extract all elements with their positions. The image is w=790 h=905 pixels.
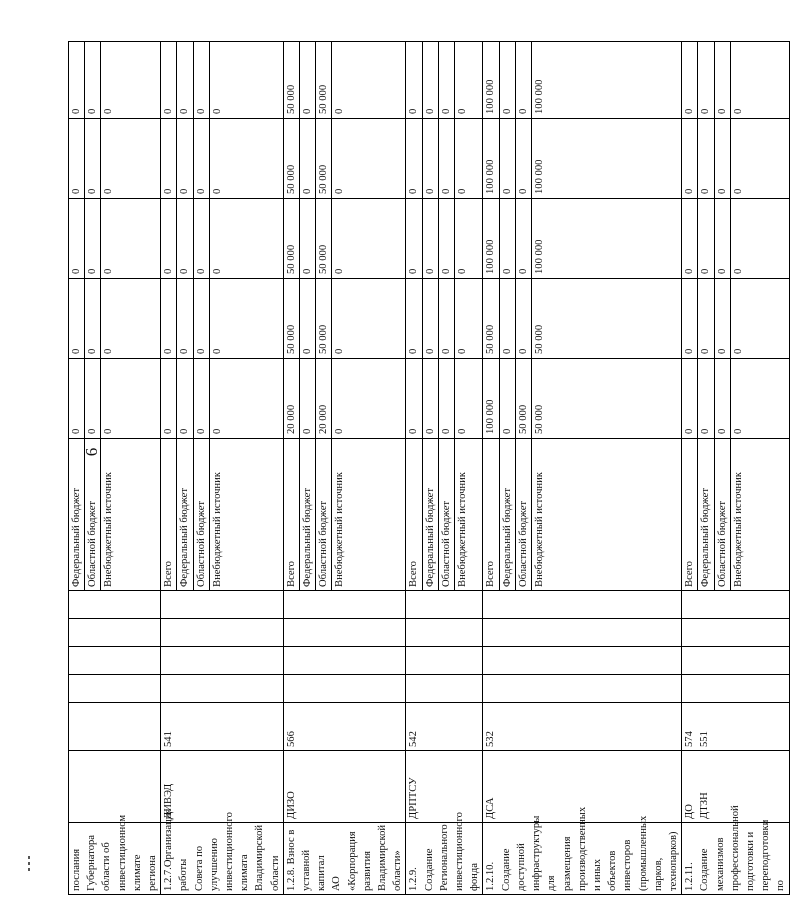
value-line: 0: [299, 119, 315, 198]
empty-cell: [283, 591, 406, 619]
value-line: 0: [299, 199, 315, 278]
value-cell: [69, 42, 161, 119]
value-line: 0: [422, 199, 438, 278]
activity-name-line: инвестиционном: [116, 814, 128, 891]
value-line: 0: [209, 359, 225, 438]
activity-name-line: производственных: [576, 806, 588, 891]
activity-name-line: уставной капитал: [301, 849, 328, 891]
value-cell: [69, 119, 161, 199]
value-line: 0: [499, 279, 515, 358]
empty-cell: [406, 591, 483, 619]
empty-cell: [682, 619, 789, 647]
value-line: 0: [515, 199, 531, 278]
value-line: 0: [454, 42, 470, 118]
value-line: 0: [730, 279, 746, 358]
table-row: [69, 42, 161, 895]
value-line: 0: [499, 119, 515, 198]
activity-name-line: области: [269, 855, 281, 891]
activity-name-line: развития: [361, 850, 373, 891]
funding-source-cell: [406, 439, 483, 591]
value-line: 0: [193, 359, 209, 438]
activity-name-line: доступной: [515, 843, 527, 891]
activity-name-line: области об: [101, 842, 113, 891]
value-cell: [483, 119, 682, 199]
value-line: 0: [163, 188, 175, 194]
funding-source-line: Федеральный бюджет: [422, 439, 438, 590]
value-line: 0: [163, 108, 175, 114]
activity-name-line: послания: [71, 848, 82, 891]
activity-name-line: работы Совета по: [178, 845, 205, 891]
value-cell: [161, 119, 284, 199]
activity-name-line: переподготовки по: [760, 819, 787, 891]
value-cell: [406, 199, 483, 279]
value-cell: [483, 199, 682, 279]
executor-cell: [406, 751, 483, 823]
value-line: 0: [176, 119, 192, 198]
funding-source-line: Областной бюджет: [84, 439, 100, 590]
activity-name-line: Владимирской: [377, 824, 389, 891]
value-line: 0: [331, 42, 347, 118]
executor-line: ДРПТСУ: [408, 777, 420, 819]
value-line: 50 000: [285, 244, 297, 274]
funding-source-line: Всего: [684, 561, 696, 587]
value-line: 50 000: [315, 42, 331, 118]
activity-name-line: климате региона: [131, 854, 159, 891]
activity-name-line: области»: [392, 850, 404, 891]
value-line: 0: [408, 268, 420, 274]
value-line: 0: [71, 268, 82, 274]
value-cell: [283, 279, 406, 359]
activity-name-cell: [406, 812, 483, 895]
value-line: 100 000: [531, 119, 547, 198]
executor-line: ДИВЭД: [163, 783, 175, 819]
value-line: 100 000: [531, 199, 547, 278]
funding-source-line: Всего: [285, 561, 297, 587]
code-cell: [161, 703, 284, 751]
code-line: 566: [285, 731, 297, 747]
value-line: 0: [176, 199, 192, 278]
value-cell: [483, 359, 682, 439]
activity-name-line: 1.2.10. Создание: [485, 848, 512, 891]
executor-cell: [161, 751, 284, 823]
funding-source-line: Областной бюджет: [438, 439, 454, 590]
code-cell: [406, 703, 483, 751]
value-cell: [283, 359, 406, 439]
empty-cell: [69, 591, 161, 619]
funding-source-line: Всего: [485, 561, 497, 587]
value-line: 0: [422, 119, 438, 198]
value-line: 50 000: [285, 84, 297, 114]
empty-cell: [483, 647, 682, 675]
value-line: 0: [176, 279, 192, 358]
activity-name-line: профессиональной: [729, 805, 741, 891]
value-line: 0: [71, 428, 82, 434]
page-number: 6: [82, 447, 101, 457]
value-line: 0: [84, 119, 100, 198]
funding-source-cell: [483, 439, 682, 591]
table-row: [283, 42, 406, 895]
code-cell: [483, 703, 682, 751]
value-line: 50 000: [485, 324, 497, 354]
value-line: 0: [684, 188, 696, 194]
activity-name-line: Регионального: [438, 824, 450, 891]
activity-name-line: инвесторов: [622, 839, 634, 891]
value-line: 0: [730, 42, 746, 118]
value-line: 0: [209, 199, 225, 278]
empty-cell: [682, 675, 789, 703]
value-line: 0: [422, 42, 438, 118]
activity-name-line: и иных объектов: [591, 850, 619, 891]
value-cell: [682, 119, 789, 199]
value-line: 0: [408, 188, 420, 194]
activity-name-line: Губернатора: [86, 834, 98, 891]
funding-source-line: Областной бюджет: [515, 439, 531, 590]
value-line: 0: [193, 199, 209, 278]
funding-source-line: Федеральный бюджет: [299, 439, 315, 590]
value-line: 0: [408, 108, 420, 114]
value-line: 0: [730, 359, 746, 438]
table-body: [69, 42, 790, 895]
value-line: 100 000: [531, 42, 547, 118]
empty-cell: [69, 675, 161, 703]
value-line: 0: [697, 119, 713, 198]
empty-cell: [161, 647, 284, 675]
funding-source-line: Областной бюджет: [193, 439, 209, 590]
value-line: 100 000: [485, 399, 497, 434]
value-line: 0: [209, 42, 225, 118]
value-line: 0: [193, 119, 209, 198]
value-line: 0: [422, 279, 438, 358]
value-cell: [161, 199, 284, 279]
value-line: 50 000: [315, 199, 331, 278]
funding-source-line: Всего: [163, 561, 175, 587]
code-line: 532: [485, 731, 497, 747]
value-cell: [682, 42, 789, 119]
code-line: 542: [408, 731, 420, 747]
value-line: 0: [163, 428, 175, 434]
funding-source-line: Федеральный бюджет: [71, 487, 82, 587]
value-line: 0: [299, 279, 315, 358]
value-line: 0: [438, 359, 454, 438]
value-line: 0: [163, 268, 175, 274]
activity-name-line: механизмов: [714, 837, 726, 891]
activity-name-line: инвестиционного: [454, 812, 466, 891]
funding-source-line: Федеральный бюджет: [499, 439, 515, 590]
empty-cell: [483, 619, 682, 647]
empty-cell: [483, 591, 682, 619]
value-line: 100 000: [485, 159, 497, 194]
code-cell: [69, 703, 161, 751]
code-line: 574: [684, 731, 696, 747]
value-cell: [69, 279, 161, 359]
activity-name-line: Владимирской: [254, 824, 266, 891]
value-line: 0: [193, 42, 209, 118]
value-line: 0: [730, 119, 746, 198]
value-line: 0: [71, 108, 82, 114]
funding-source-line: Областной бюджет: [315, 439, 331, 590]
empty-cell: [406, 647, 483, 675]
value-line: 20 000: [315, 359, 331, 438]
value-line: 0: [331, 119, 347, 198]
value-line: 0: [299, 42, 315, 118]
value-cell: [682, 359, 789, 439]
value-line: 20 000: [285, 404, 297, 434]
value-line: 0: [176, 42, 192, 118]
code-line: 541: [163, 731, 175, 747]
empty-cell: [69, 619, 161, 647]
value-line: 0: [408, 428, 420, 434]
code-line: 551: [699, 731, 711, 747]
value-line: 0: [714, 279, 730, 358]
value-line: 0: [193, 279, 209, 358]
activity-name-line: подготовки и: [744, 831, 756, 891]
funding-source-cell: [161, 439, 284, 591]
funding-source-cell: [283, 439, 406, 591]
value-line: 0: [299, 359, 315, 438]
value-line: 100 000: [485, 239, 497, 274]
scan-artifact-dots: [26, 853, 32, 881]
funding-source-cell: [69, 439, 161, 591]
empty-cell: [682, 647, 789, 675]
empty-cell: [161, 591, 284, 619]
value-line: 0: [71, 348, 82, 354]
value-line: 0: [331, 199, 347, 278]
activity-name-cell: [161, 808, 284, 895]
empty-cell: [682, 591, 789, 619]
value-line: 0: [697, 359, 713, 438]
value-line: 0: [163, 348, 175, 354]
value-line: 50 000: [315, 279, 331, 358]
activity-name-cell: [69, 814, 161, 895]
value-line: 0: [331, 279, 347, 358]
value-line: 50 000: [285, 164, 297, 194]
executor-cell: [283, 751, 406, 823]
value-line: 0: [499, 42, 515, 118]
funding-source-line: Внебюджетный источник: [531, 439, 547, 590]
value-line: 0: [84, 199, 100, 278]
activity-name-line: 1.2.8. Взнос в: [285, 829, 297, 891]
value-line: 0: [515, 42, 531, 118]
value-cell: [283, 42, 406, 119]
value-cell: [69, 359, 161, 439]
funding-source-line: Федеральный бюджет: [697, 439, 713, 590]
executor-line: ДТЗН: [699, 792, 711, 819]
value-line: 0: [454, 119, 470, 198]
funding-source-line: Внебюджетный источник: [100, 439, 116, 590]
value-cell: [161, 279, 284, 359]
value-line: 0: [331, 359, 347, 438]
value-line: 0: [714, 359, 730, 438]
value-line: 50 000: [515, 359, 531, 438]
value-cell: [406, 42, 483, 119]
value-line: 0: [454, 359, 470, 438]
empty-cell: [161, 619, 284, 647]
funding-source-line: Внебюджетный источник: [331, 439, 347, 590]
activity-name-line: 1.2.11. Создание: [684, 848, 711, 891]
value-line: 0: [499, 199, 515, 278]
empty-cell: [283, 675, 406, 703]
value-line: 0: [438, 42, 454, 118]
funding-source-line: Внебюджетный источник: [209, 439, 225, 590]
value-line: 0: [515, 279, 531, 358]
value-line: 0: [408, 348, 420, 354]
activity-name-line: технопарков): [667, 831, 679, 891]
activity-name-line: 1.2.7.Организация: [163, 808, 175, 891]
table-row: [406, 42, 483, 895]
activity-name-line: парков,: [652, 857, 664, 891]
value-cell: [483, 279, 682, 359]
activity-name-cell: [283, 823, 406, 895]
value-line: 0: [84, 42, 100, 118]
empty-cell: [406, 619, 483, 647]
value-line: 0: [100, 279, 116, 358]
value-line: 0: [422, 359, 438, 438]
table-row: [682, 42, 789, 895]
rotated-table-container: [68, 42, 787, 895]
value-line: 50 000: [315, 119, 331, 198]
executor-line: ДСА: [485, 797, 497, 819]
value-line: 100 000: [485, 79, 497, 114]
value-line: 0: [454, 279, 470, 358]
table-row: [161, 42, 284, 895]
value-line: 0: [100, 359, 116, 438]
value-cell: [682, 279, 789, 359]
activity-name-line: инвестиционного: [224, 812, 236, 891]
activity-name-line: климата: [239, 854, 251, 891]
funding-source-cell: [682, 439, 789, 591]
funding-source-line: Внебюджетный источник: [730, 439, 746, 590]
value-cell: [406, 279, 483, 359]
value-line: 0: [438, 279, 454, 358]
value-line: 0: [438, 119, 454, 198]
activity-name-line: (промышленных: [637, 815, 649, 891]
value-cell: [483, 42, 682, 119]
code-cell: [682, 703, 789, 751]
value-line: 0: [454, 199, 470, 278]
value-line: 0: [176, 359, 192, 438]
value-cell: [161, 359, 284, 439]
value-line: 0: [84, 279, 100, 358]
value-cell: [161, 42, 284, 119]
executor-line: ДИЗО: [285, 791, 297, 819]
value-line: 0: [209, 279, 225, 358]
activity-name-line: улучшению: [208, 838, 220, 891]
value-cell: [283, 119, 406, 199]
value-line: 0: [697, 199, 713, 278]
funding-source-line: Внебюджетный источник: [454, 439, 470, 590]
value-line: 0: [714, 199, 730, 278]
activity-name-line: 1.2.9. Создание: [408, 848, 435, 891]
value-line: 0: [438, 199, 454, 278]
value-line: 0: [697, 42, 713, 118]
empty-cell: [406, 675, 483, 703]
value-cell: [406, 119, 483, 199]
value-line: 0: [100, 199, 116, 278]
executor-line: ДО: [684, 804, 696, 819]
value-line: 50 000: [531, 279, 547, 358]
value-line: 0: [684, 108, 696, 114]
value-cell: [682, 199, 789, 279]
value-line: 50 000: [285, 324, 297, 354]
funding-source-line: Областной бюджет: [714, 439, 730, 590]
activity-name-line: для размещения: [546, 836, 573, 891]
empty-cell: [69, 647, 161, 675]
value-line: 0: [684, 348, 696, 354]
value-cell: [69, 199, 161, 279]
activity-name-line: АО «Корпорация: [331, 831, 358, 891]
value-line: 0: [71, 188, 82, 194]
value-line: 50 000: [531, 359, 547, 438]
value-line: 0: [84, 359, 100, 438]
value-cell: [406, 359, 483, 439]
code-cell: [283, 703, 406, 751]
value-line: 0: [684, 428, 696, 434]
value-cell: [283, 199, 406, 279]
value-line: 0: [714, 42, 730, 118]
budget-table: [68, 41, 790, 895]
empty-cell: [283, 619, 406, 647]
value-line: 0: [515, 119, 531, 198]
executor-cell: [69, 751, 161, 823]
empty-cell: [483, 675, 682, 703]
value-line: 0: [100, 42, 116, 118]
value-line: 0: [714, 119, 730, 198]
value-line: 0: [684, 268, 696, 274]
activity-name-line: инфраструктуры: [531, 815, 543, 891]
value-line: 0: [499, 359, 515, 438]
activity-name-line: фонда: [469, 863, 481, 891]
value-line: 0: [697, 279, 713, 358]
funding-source-line: Федеральный бюджет: [176, 439, 192, 590]
table-row: [483, 42, 682, 895]
empty-cell: [283, 647, 406, 675]
value-line: 0: [730, 199, 746, 278]
value-line: 0: [209, 119, 225, 198]
funding-source-line: Всего: [408, 561, 420, 587]
empty-cell: [161, 675, 284, 703]
value-line: 0: [100, 119, 116, 198]
